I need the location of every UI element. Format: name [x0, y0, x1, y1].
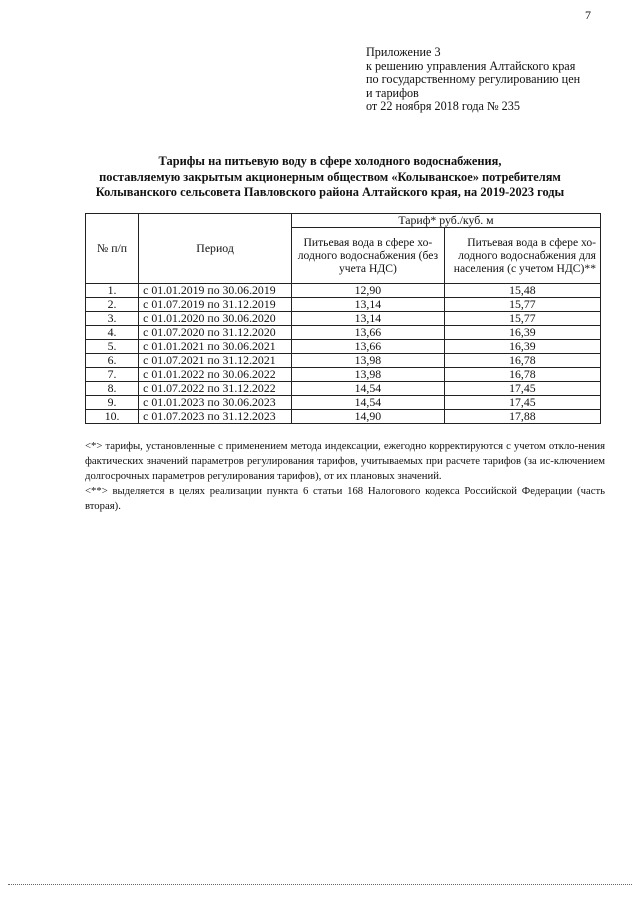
appendix-line: к решению управления Алтайского края [366, 58, 576, 73]
tariff-without-vat-cell: 14,54 [291, 382, 444, 396]
table-row [86, 368, 601, 382]
page-number: 7 [585, 8, 591, 22]
title-line: Колыванского сельсовета Павловского района Алтайского края, на 2019-2023 годы [95, 185, 565, 200]
tariff-without-vat-cell: 13,66 [291, 326, 444, 340]
title-line: Тарифы на питьевую воду в сфере холодного водоснабжения, [158, 154, 502, 168]
header-without-vat: Питьевая вода в сфере хо-лодного водоснабжения (без учета НДС) [291, 228, 444, 284]
period-cell: с 01.07.2022 по 31.12.2022 [139, 382, 292, 396]
row-number-cell: 7. [86, 368, 139, 382]
row-number-cell: 2. [86, 298, 139, 312]
header-num: № п/п [86, 214, 139, 284]
appendix-line: и тарифов [366, 85, 419, 100]
appendix-line: Приложение 3 [366, 45, 441, 59]
period-cell: с 01.07.2020 по 31.12.2020 [139, 326, 292, 340]
table-row [86, 312, 601, 326]
tariff-without-vat-cell: 13,14 [291, 312, 444, 326]
tariff-with-vat-cell: 17,88 [444, 410, 600, 424]
tariff-without-vat-cell: 13,98 [291, 368, 444, 382]
title-line: поставляемую закрытым акционерным обществом «Колыванское» потребителям [99, 169, 561, 184]
period-cell: с 01.07.2021 по 31.12.2021 [139, 354, 292, 368]
page-bottom-divider [8, 884, 632, 885]
tariff-with-vat-cell: 16,78 [444, 354, 600, 368]
row-number-cell: 6. [86, 354, 139, 368]
period-cell: с 01.01.2019 по 30.06.2019 [139, 284, 292, 298]
table-row [86, 284, 601, 298]
document-title [60, 154, 600, 201]
tariff-table [85, 213, 601, 424]
header-tariff: Тариф* руб./куб. м [291, 214, 600, 228]
row-number-cell: 5. [86, 340, 139, 354]
row-number-cell: 1. [86, 284, 139, 298]
table-row [86, 410, 601, 424]
table-row [86, 396, 601, 410]
tariff-with-vat-cell: 16,39 [444, 340, 600, 354]
table-row [86, 298, 601, 312]
tariff-without-vat-cell: 12,90 [291, 284, 444, 298]
tariff-with-vat-cell: 17,45 [444, 396, 600, 410]
row-number-cell: 9. [86, 396, 139, 410]
period-cell: с 01.01.2022 по 30.06.2022 [139, 368, 292, 382]
footnote-1: <*> тарифы, установленные с применением метода индексации, ежегодно корректируются с учетом откло-нения фактических значений параметров регулирования тарифов, учитываемых при расчете тарифов (за ис-ключением долгосрочных параметров регулирования тарифов), от их плановых значений. [85, 440, 605, 482]
period-cell: с 01.01.2021 по 30.06.2021 [139, 340, 292, 354]
appendix-line: по государственному регулированию цен [366, 72, 581, 87]
tariff-with-vat-cell: 17,45 [444, 382, 600, 396]
period-cell: с 01.07.2023 по 31.12.2023 [139, 410, 292, 424]
footnote-2: <**> выделяется в целях реализации пункта 6 статьи 168 Налогового кодекса Российской Федерации (часть вторая). [85, 485, 605, 512]
period-cell: с 01.01.2023 по 30.06.2023 [139, 396, 292, 410]
tariff-with-vat-cell: 16,78 [444, 368, 600, 382]
table-row [86, 382, 601, 396]
table-row [86, 326, 601, 340]
tariff-without-vat-cell: 14,54 [291, 396, 444, 410]
table-row [86, 354, 601, 368]
row-number-cell: 4. [86, 326, 139, 340]
period-cell: с 01.07.2019 по 31.12.2019 [139, 298, 292, 312]
footnotes [85, 439, 605, 514]
tariff-without-vat-cell: 13,14 [291, 298, 444, 312]
table-body [86, 284, 601, 424]
appendix-line: от 22 ноября 2018 года № 235 [366, 99, 520, 114]
tariff-without-vat-cell: 13,66 [291, 340, 444, 354]
tariff-with-vat-cell: 16,39 [444, 326, 600, 340]
tariff-with-vat-cell: 15,77 [444, 298, 600, 312]
tariff-with-vat-cell: 15,48 [444, 284, 600, 298]
row-number-cell: 8. [86, 382, 139, 396]
row-number-cell: 3. [86, 312, 139, 326]
tariff-with-vat-cell: 15,77 [444, 312, 600, 326]
row-number-cell: 10. [86, 410, 139, 424]
header-with-vat: Питьевая вода в сфере хо-лодного водоснабжения для населения (с учетом НДС)** [444, 228, 600, 284]
appendix-header [366, 46, 616, 114]
tariff-without-vat-cell: 13,98 [291, 354, 444, 368]
table-row [86, 340, 601, 354]
period-cell: с 01.01.2020 по 30.06.2020 [139, 312, 292, 326]
tariff-without-vat-cell: 14,90 [291, 410, 444, 424]
header-period: Период [139, 214, 292, 284]
